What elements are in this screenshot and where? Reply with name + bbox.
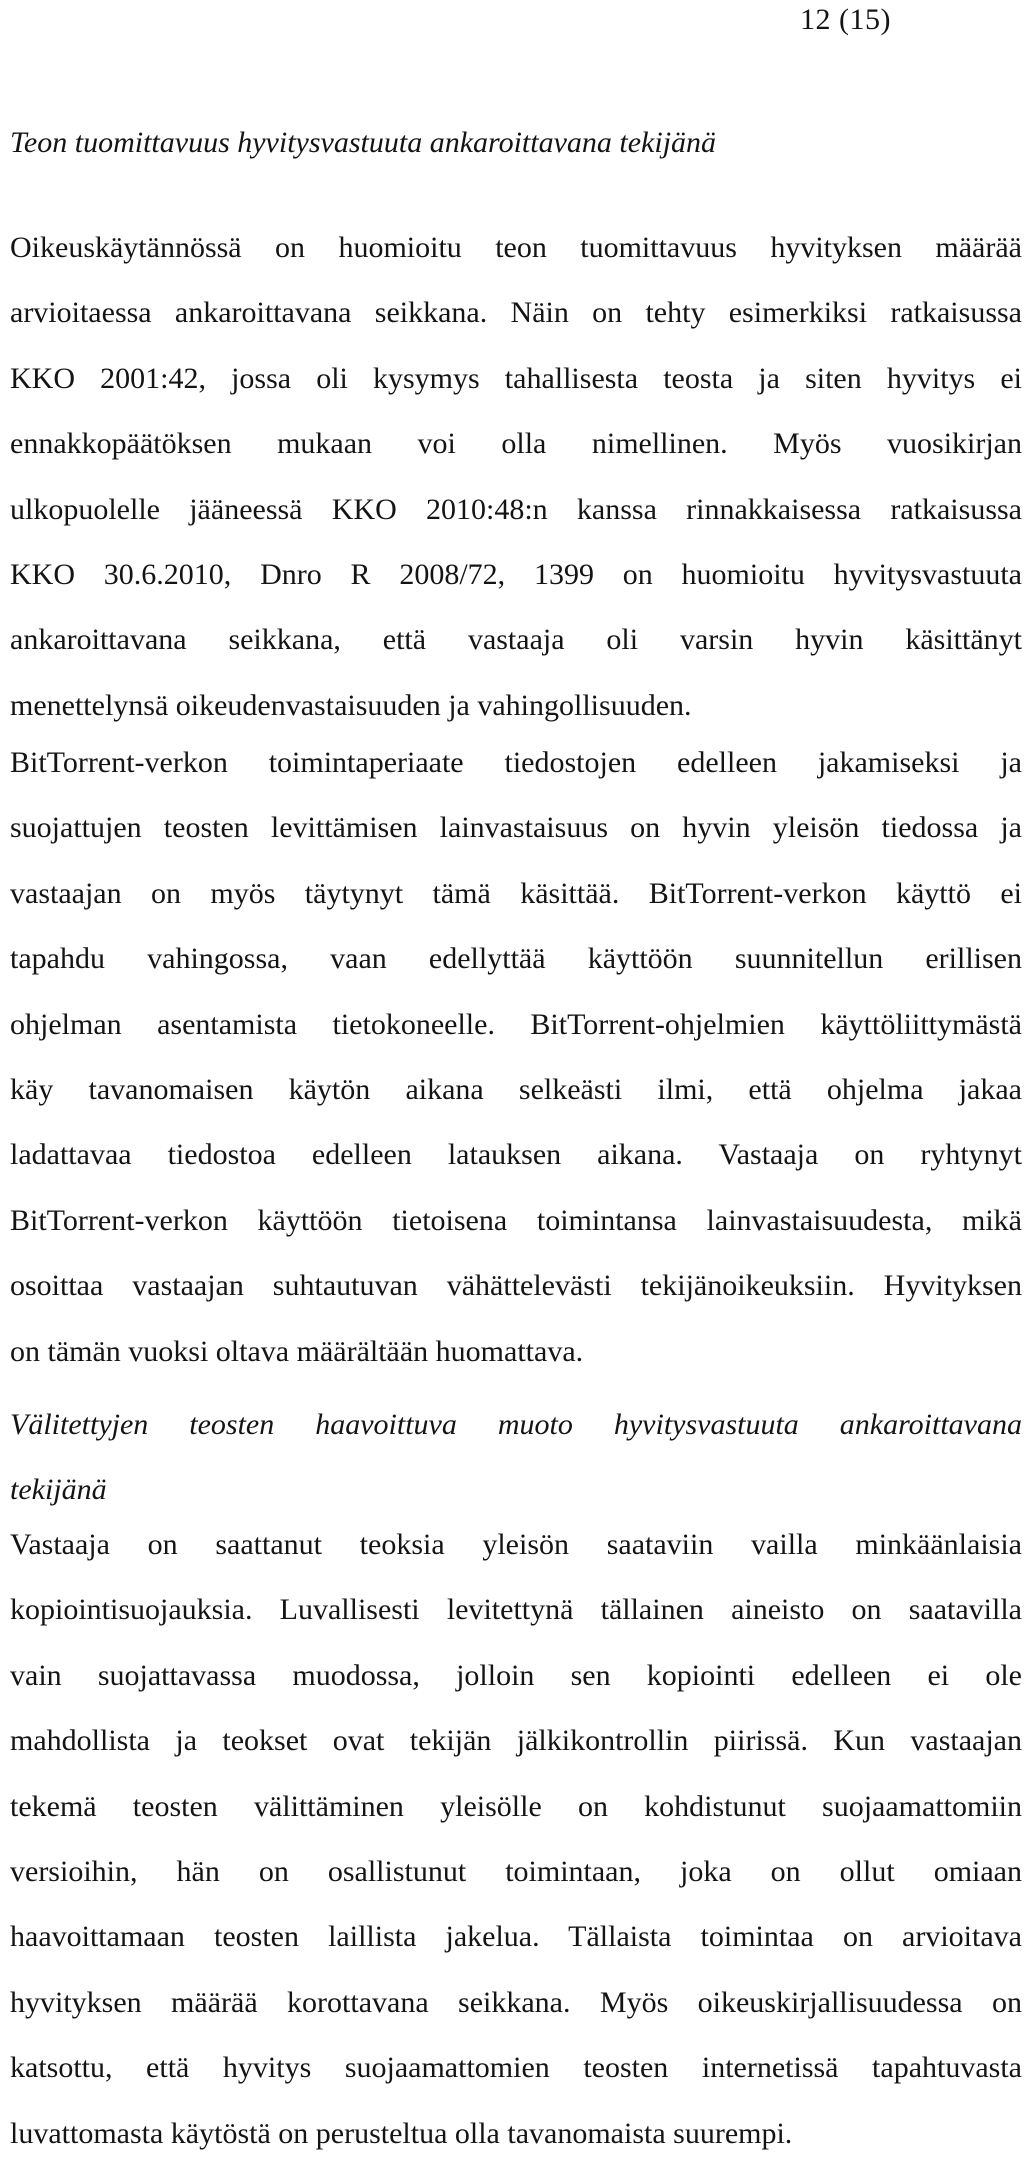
text-line: ohjelman asentamista tietokoneelle. BitTorrent-ohjelmien käyttöliittymästä [10, 1007, 1022, 1041]
section-heading [10, 1392, 1022, 1523]
text-line: ulkopuolelle jääneessä KKO 2010:48:n kanssa rinnakkaisessa ratkaisussa [10, 492, 1022, 526]
text-line: arvioitaessa ankaroittavana seikkana. Näin on tehty esimerkiksi ratkaisussa [10, 296, 1022, 330]
text-line: vain suojattavassa muodossa, jolloin sen kopiointi edelleen ei ole [10, 1658, 1022, 1692]
text-line: Vastaaja on saattanut teoksia yleisön saataviin vailla minkäänlaisia [10, 1528, 1022, 1561]
text-line: haavoittamaan teosten laillista jakelua. Tällaista toimintaa on arvioitava [10, 1920, 1022, 1954]
text-line: Oikeuskäytännössä on huomioitu teon tuomittavuus hyvityksen määrää [10, 231, 1022, 264]
page-number: 12 (15) [800, 3, 891, 36]
text-line: menettelynsä oikeudenvastaisuuden ja vahingollisuuden. [10, 688, 692, 722]
text-line: KKO 30.6.2010, Dnro R 2008/72, 1399 on huomioitu hyvitysvastuuta [10, 557, 1022, 591]
text-line: mahdollista ja teokset ovat tekijän jälkikontrollin piirissä. Kun vastaajan [10, 1724, 1022, 1758]
heading-line: tekijänä [10, 1473, 107, 1507]
text-line: BitTorrent-verkon käyttöön tietoisena toimintansa lainvastaisuudesta, mikä [10, 1203, 1022, 1237]
text-line: ennakkopäätöksen mukaan voi olla nimellinen. Myös vuosikirjan [10, 427, 1022, 461]
text-line: tapahdu vahingossa, vaan edellyttää käyttöön suunnitellun erillisen [10, 942, 1022, 976]
section-heading: Teon tuomittavuus hyvitysvastuuta ankaroittavana tekijänä [10, 126, 717, 159]
text-line: vastaajan on myös täytynyt tämä käsittää. BitTorrent-verkon käyttö ei [10, 876, 1022, 910]
text-line: hyvityksen määrää korottavana seikkana. Myös oikeuskirjallisuudessa on [10, 1985, 1022, 2019]
text-line: käy tavanomaisen käytön aikana selkeästi ilmi, että ohjelma jakaa [10, 1072, 1022, 1106]
body-paragraph [10, 215, 1022, 738]
text-line: ankaroittavana seikkana, että vastaaja oli varsin hyvin käsittänyt [10, 623, 1022, 657]
text-line: versioihin, hän on osallistunut toimintaan, joka on ollut omiaan [10, 1854, 1022, 1888]
text-line: tekemä teosten välittäminen yleisölle on kohdistunut suojaamattomiin [10, 1789, 1022, 1823]
text-line: katsottu, että hyvitys suojaamattomien teosten internetissä tapahtuvasta [10, 2051, 1022, 2085]
text-line: kopiointisuojauksia. Luvallisesti levitettynä tällainen aineisto on saatavilla [10, 1593, 1022, 1627]
heading-line: Välitettyjen teosten haavoittuva muoto hyvitysvastuuta ankaroittavana [10, 1408, 1022, 1441]
body-paragraph [10, 1512, 1022, 2166]
text-line: luvattomasta käytöstä on perusteltua olla tavanomaista suurempi. [10, 2116, 793, 2150]
text-line: osoittaa vastaajan suhtautuvan vähättelevästi tekijänoikeuksiin. Hyvityksen [10, 1269, 1022, 1303]
text-line: ladattavaa tiedostoa edelleen latauksen aikana. Vastaaja on ryhtynyt [10, 1138, 1022, 1172]
text-line: suojattujen teosten levittämisen lainvastaisuus on hyvin yleisön tiedossa ja [10, 811, 1022, 845]
text-line: on tämän vuoksi oltava määrältään huomattava. [10, 1334, 584, 1368]
text-line: KKO 2001:42, jossa oli kysymys tahallisesta teosta ja siten hyvitys ei [10, 361, 1022, 395]
body-paragraph [10, 730, 1022, 1384]
text-line: BitTorrent-verkon toimintaperiaate tiedostojen edelleen jakamiseksi ja [10, 746, 1022, 779]
